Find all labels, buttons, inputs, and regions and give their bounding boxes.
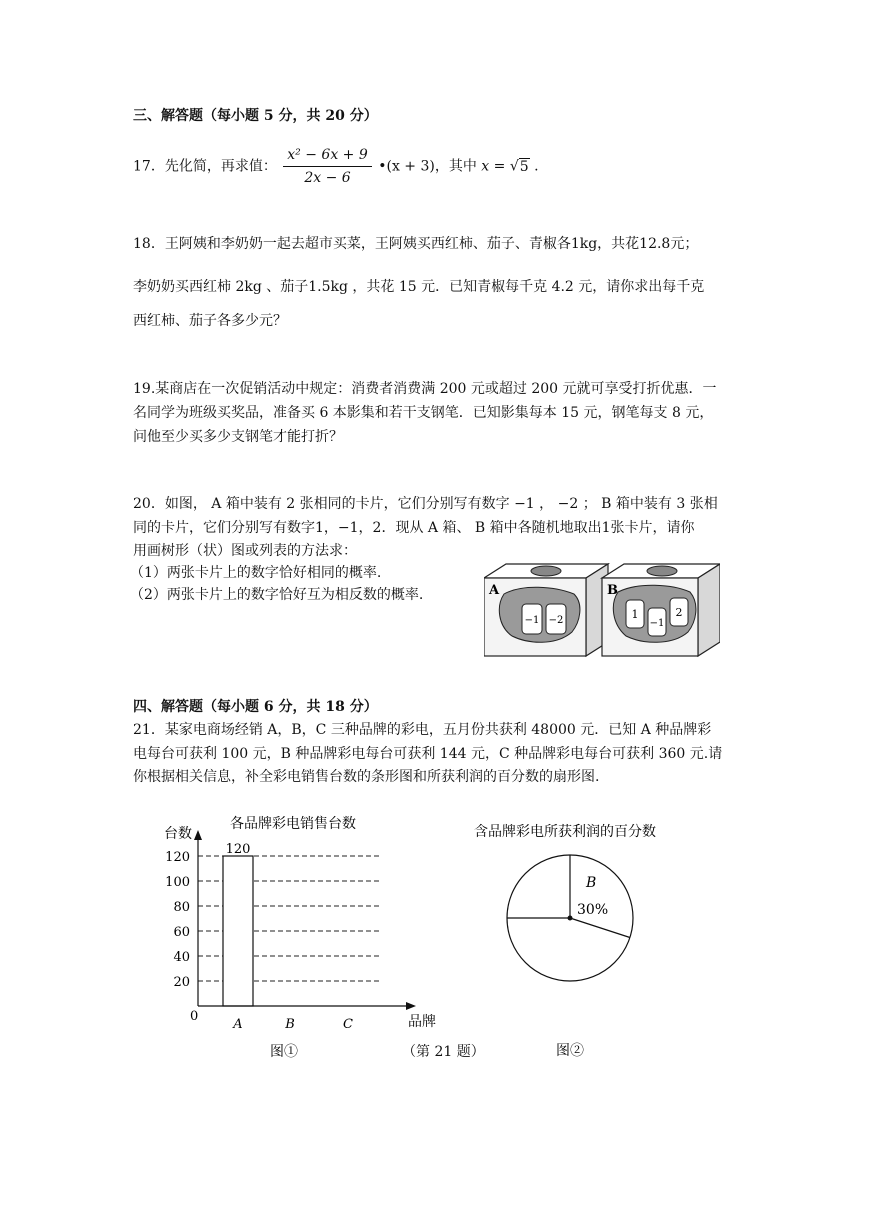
x-tick-label-c: C	[343, 1017, 353, 1032]
q17-fraction	[283, 144, 371, 189]
q19-line-1: 19.某商店在一次促销活动中规定：消费者消费满 200 元或超过 200 元就可享受打折优惠．一	[133, 381, 717, 397]
pie-chart	[470, 816, 670, 1066]
bar-chart-figure-label: 图①	[270, 1044, 298, 1060]
q21-line-2: 电每台可获利 100 元，B 种品牌彩电每台可获利 144 元，C 种品牌彩电每台可获利 360 元.请	[133, 746, 723, 762]
box-a-card-2: −2	[548, 615, 564, 626]
bar-chart-title: 各品牌彩电销售台数	[230, 816, 356, 832]
q17-numerator: x² − 6x + 9	[283, 144, 371, 167]
box-b	[602, 564, 720, 656]
q17-x-equals: x = √	[481, 158, 519, 175]
bar-chart-origin: 0	[190, 1009, 199, 1024]
pie-slice-b-label: B	[586, 875, 597, 891]
y-tick-label: 100	[165, 875, 190, 890]
y-axis-arrow	[194, 830, 202, 840]
q17-prefix: 17．先化简，再求值：	[133, 158, 277, 175]
q21-line-3: 你根据相关信息，补全彩电销售台数的条形图和所获利润的百分数的扇形图.	[133, 769, 600, 785]
q18-line-3: 西红柿、茄子各多少元？	[133, 313, 287, 329]
x-tick-label-a: A	[233, 1017, 243, 1032]
box-b-label: B	[607, 583, 618, 598]
y-tick-label: 120	[165, 850, 190, 865]
q19-line-2: 名同学为班级买奖品，准备买 6 本影集和若干支钢笔．已知影集每本 15 元，钢笔每支 8 元，	[133, 405, 714, 421]
q20-line-2: 同的卡片，它们分别写有数字1，−1，2．现从 A 箱、 B 箱中各随机地取出1张卡片，请你	[133, 520, 695, 536]
bar-a-data-label: 120	[225, 842, 251, 857]
bar-chart-ylabel: 台数	[164, 826, 192, 842]
box-b-card-2: −1	[649, 618, 665, 629]
card-boxes-figure	[484, 560, 720, 660]
q17-radicand: 5	[519, 158, 529, 175]
box-a-label: A	[489, 583, 500, 598]
q20-sub-2: （2）两张卡片上的数字恰好互为相反数的概率.	[130, 587, 424, 603]
q20-sub-1: （1）两张卡片上的数字恰好相同的概率.	[130, 565, 382, 581]
q19-line-3: 问他至少买多少支钢笔才能打折？	[133, 429, 343, 445]
bar-chart	[150, 806, 450, 1070]
pie-chart-title: 含品牌彩电所获利润的百分数	[474, 824, 656, 840]
q20-line-1: 20．如图， A 箱中装有 2 张相同的卡片，它们分别写有数字 −1 ， −2 ； B 箱中装有 3 张相	[133, 496, 718, 512]
y-tick-label: 40	[173, 950, 190, 965]
y-tick-label: 60	[173, 925, 190, 940]
q17-denominator: 2x − 6	[304, 170, 351, 186]
y-tick-label: 80	[173, 900, 190, 915]
q17-end: .	[529, 158, 539, 175]
q18-line-2: 李奶奶买西红柿 2kg 、茄子1.5kg ，共花 15 元．已知青椒每千克 4.2 元，请你求出每千克	[133, 279, 705, 295]
pie-chart-figure-label: 图②	[556, 1043, 584, 1059]
x-axis-arrow	[406, 1002, 416, 1010]
pie-center	[568, 916, 573, 921]
bar-a	[223, 856, 253, 1006]
box-b-card-3: 2	[675, 606, 683, 619]
q18-line-1: 18．王阿姨和李奶奶一起去超市买菜，王阿姨买西红柿、茄子、青椒各1kg，共花12.8元；	[133, 236, 699, 252]
pie-slice-b-value: 30%	[577, 902, 609, 918]
figure-caption: （第 21 题）	[402, 1044, 485, 1060]
box-b-card-1: 1	[631, 608, 639, 621]
section-4-title: 四、解答题（每小题 6 分，共 18 分）	[133, 699, 378, 715]
box-a	[484, 564, 608, 656]
q20-line-3: 用画树形（状）图或列表的方法求：	[133, 543, 357, 559]
question-17	[133, 144, 539, 189]
box-a-card-1: −1	[524, 615, 540, 626]
q21-line-1: 21．某家电商场经销 A，B，C 三种品牌的彩电，五月份共获利 48000 元．已知 A 种品牌彩	[133, 722, 712, 738]
x-tick-label-b: B	[285, 1017, 295, 1032]
bar-chart-xlabel: 品牌	[408, 1014, 436, 1030]
y-tick-label: 20	[173, 975, 190, 990]
q17-multiplier: •(x + 3)	[378, 158, 435, 175]
q17-where: ，其中	[434, 158, 482, 175]
section-3-title: 三、解答题（每小题 5 分，共 20 分）	[133, 108, 378, 124]
